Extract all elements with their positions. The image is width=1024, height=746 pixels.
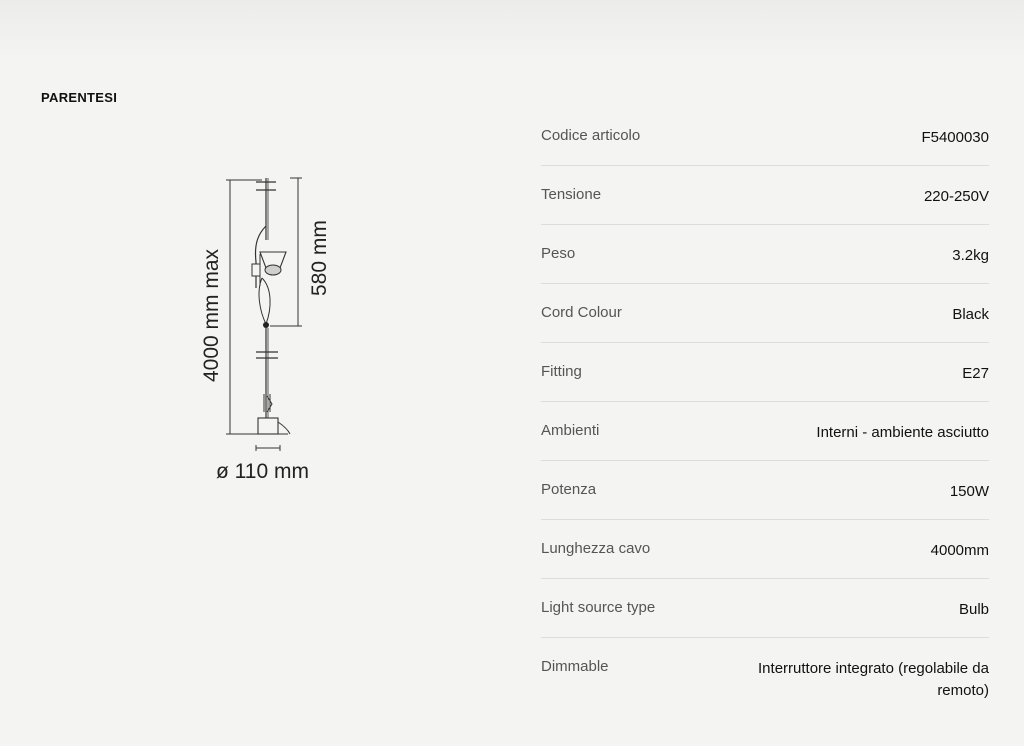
cable-dimension-label: 580 mm <box>308 220 331 296</box>
spec-value: 150W <box>949 483 989 500</box>
spec-row-potenza <box>541 461 989 520</box>
spec-row-cord-colour <box>541 284 989 343</box>
top-fade <box>0 0 1024 60</box>
spec-value: F5400030 <box>921 129 989 146</box>
spec-row-ambienti <box>541 402 989 461</box>
spec-value: Black <box>952 306 989 323</box>
base-dimension-label: ø 110 mm <box>216 460 309 483</box>
spec-label: Dimmable <box>541 658 609 675</box>
product-title: PARENTESI <box>41 90 118 105</box>
lamp-diagram <box>190 168 350 488</box>
spec-row-tensione <box>541 166 989 225</box>
spec-label: Tensione <box>541 186 602 203</box>
spec-label: Codice articolo <box>541 127 641 144</box>
spec-value: 4000mm <box>930 542 989 559</box>
spec-row-lunghezza-cavo <box>541 520 989 579</box>
spec-row-light-source <box>541 579 989 638</box>
spec-value: 3.2kg <box>952 247 989 264</box>
spec-row-codice <box>541 107 989 166</box>
technical-drawing <box>190 168 350 488</box>
height-dimension-label: 4000 mm max <box>200 248 223 382</box>
spec-row-peso <box>541 225 989 284</box>
spec-value: Interni - ambiente asciutto <box>816 424 989 441</box>
spec-value: 220-250V <box>923 188 989 205</box>
spec-value: Bulb <box>958 601 989 618</box>
spec-table <box>541 107 989 718</box>
spec-label: Fitting <box>541 363 582 380</box>
spec-label: Cord Colour <box>541 304 622 321</box>
spec-label: Light source type <box>541 599 656 616</box>
spec-label: Peso <box>541 245 576 262</box>
spec-row-dimmable <box>541 638 989 718</box>
spec-label: Ambienti <box>541 422 600 439</box>
spec-label: Lunghezza cavo <box>541 540 651 557</box>
spec-value: E27 <box>962 365 989 382</box>
spec-value: Interruttore integrato (regolabile da remoto) <box>758 660 989 699</box>
spec-label: Potenza <box>541 481 597 498</box>
spec-row-fitting <box>541 343 989 402</box>
